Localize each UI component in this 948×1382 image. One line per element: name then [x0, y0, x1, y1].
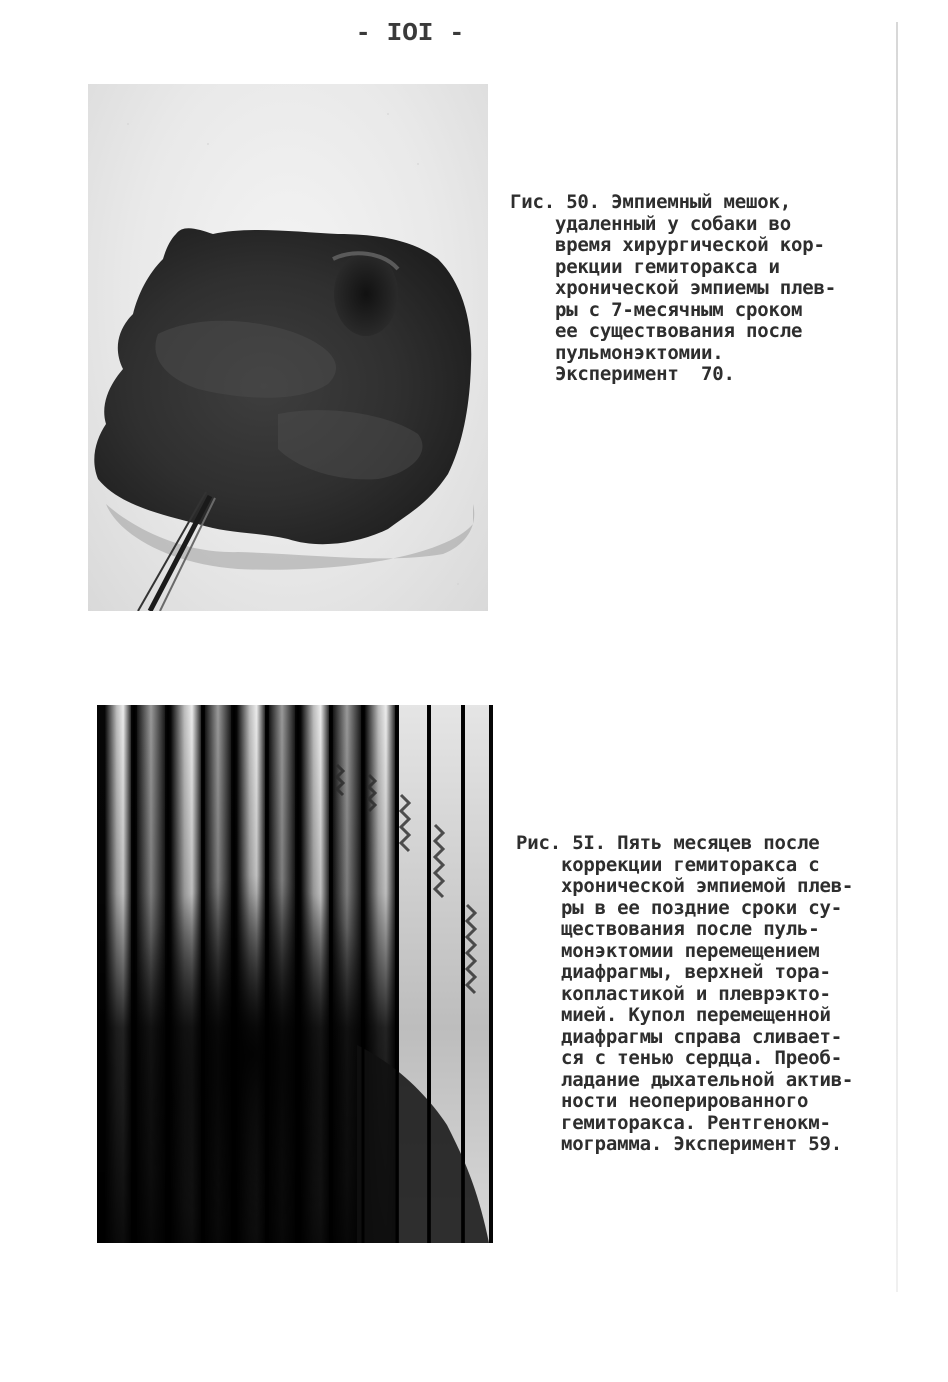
roentgenokymogram-image: [97, 705, 493, 1243]
caption-line: Эксперимент 70.: [510, 363, 735, 385]
caption-line: время хирургической кор-: [510, 234, 825, 256]
caption-line: коррекции гемиторакса с: [516, 853, 820, 876]
caption-line: ности неоперированного: [516, 1090, 809, 1112]
caption-line: диафрагмы справа сливает-: [516, 1025, 842, 1048]
caption-line: удаленный у собаки во: [510, 212, 791, 235]
page-edge-line: [896, 22, 898, 1292]
figure-51-caption: [516, 833, 853, 1156]
figure-50-caption: [510, 192, 836, 386]
empyema-sac-photo: [88, 84, 488, 611]
caption-line: рекции гемиторакса и: [510, 255, 780, 278]
caption-line: ществования после пуль-: [516, 918, 820, 940]
caption-line: мией. Купол перемещенной: [516, 1004, 831, 1026]
caption-line: ся с тенью сердца. Преоб-: [516, 1047, 842, 1069]
caption-line: ры с 7-месячным сроком: [510, 298, 803, 321]
caption-line: копластикой и плеврэкто-: [516, 982, 831, 1005]
caption-line: гемиторакса. Рентгенокм-: [516, 1111, 831, 1134]
caption-line: монэктомии перемещением: [516, 939, 820, 962]
page-number: - IOI -: [355, 18, 465, 48]
caption-line: Гис. 50. Эмпиемный мешок,: [510, 191, 791, 213]
caption-line: ее существования после: [510, 320, 803, 342]
caption-line: ры в ее поздние сроки су-: [516, 896, 842, 919]
caption-line: хронической эмпиемой плев-: [516, 875, 854, 897]
caption-line: пульмонэктомии.: [510, 341, 724, 364]
caption-line: мограмма. Эксперимент 59.: [516, 1133, 842, 1155]
caption-line: диафрагмы, верхней тора-: [516, 961, 831, 983]
caption-line: хронической эмпиемы плев-: [510, 277, 836, 299]
caption-line: Рис. 5I. Пять месяцев после: [516, 832, 820, 854]
caption-line: ладание дыхательной актив-: [516, 1068, 854, 1091]
